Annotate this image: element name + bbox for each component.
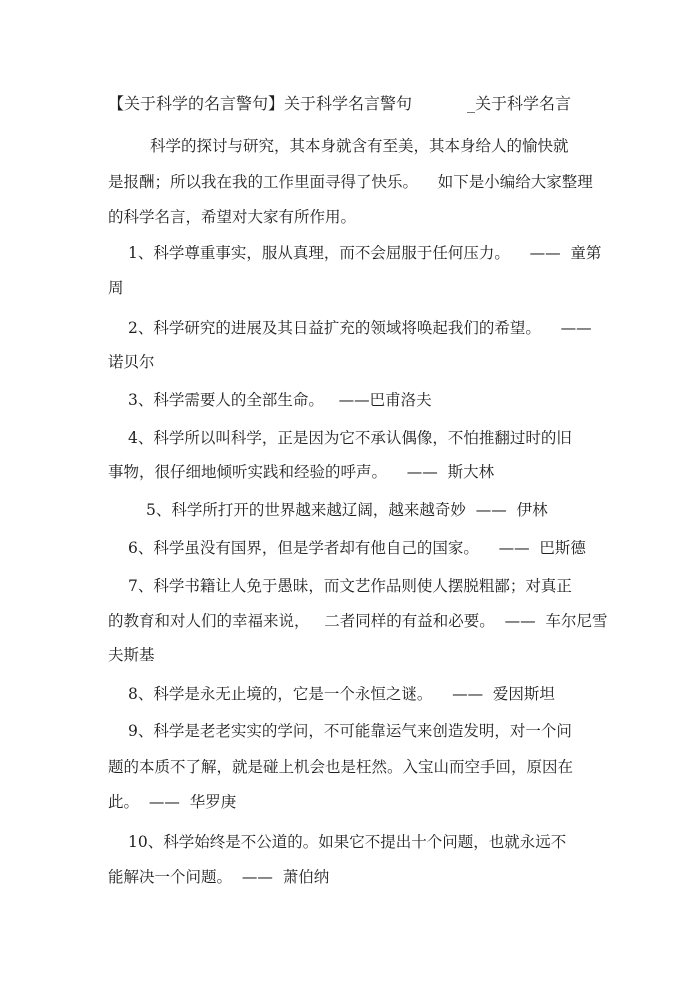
quote-2-line: 诺贝尔 (108, 353, 155, 371)
quote-9-line: 题的本质不了解，就是碰上机会也是枉然。入宝山而空手回，原因在 (108, 758, 574, 776)
quote-10-line: 10、科学始终是不公道的。如果它不提出十个问题，也就永远不 (128, 833, 567, 851)
quote-7-line: 的教育和对人们的幸福来说， 二者同样的有益和必要。 —— 车尔尼雪 (108, 612, 608, 630)
title-main: 【关于科学的名言警句】关于科学名言警句 (108, 94, 413, 113)
quote-4-line: 4、科学所以叫科学，正是因为它不承认偶像，不怕推翻过时的旧 (128, 429, 572, 447)
quote-1-line: 1、科学尊重事实，服从真理，而不会屈服于任何压力。 —— 童第 (128, 244, 602, 262)
title-sub: _关于科学名言 (467, 94, 572, 113)
intro-line: 的科学名言，希望对大家有所作用。 (108, 208, 357, 226)
quote-1-line: 周 (108, 279, 124, 297)
quote-6-line: 6、科学虽没有国界，但是学者却有他自己的国家。 —— 巴斯德 (128, 539, 586, 557)
quote-3-line: 3、科学需要人的全部生命。 ——巴甫洛夫 (128, 391, 432, 409)
quote-9-line: 9、科学是老老实实的学问，不可能靠运气来创造发明，对一个问 (128, 722, 572, 740)
quote-9-line: 此。 —— 华罗庚 (108, 793, 237, 811)
quote-2-line: 2、科学研究的进展及其日益扩充的领域将唤起我们的希望。 —— (128, 319, 592, 337)
quote-7-line: 夫斯基 (108, 646, 155, 664)
quote-7-line: 7、科学书籍让人免于愚昧，而文艺作品则使人摆脱粗鄙；对真正 (128, 577, 572, 595)
quote-10-line: 能解决一个问题。 —— 萧伯纳 (108, 868, 330, 886)
quote-4-line: 事物，很仔细地倾听实践和经验的呼声。 —— 斯大林 (108, 463, 495, 481)
quote-5-line: 5、科学所打开的世界越来越辽阔，越来越奇妙 —— 伊林 (146, 501, 548, 519)
quote-8-line: 8、科学是永无止境的，它是一个永恒之谜。 —— 爱因斯坦 (128, 685, 555, 703)
intro-line: 科学的探讨与研究，其本身就含有至美，其本身给人的愉快就 (150, 137, 569, 155)
intro-line: 是报酬；所以我在我的工作里面寻得了快乐。 如下是小编给大家整理 (108, 173, 593, 191)
